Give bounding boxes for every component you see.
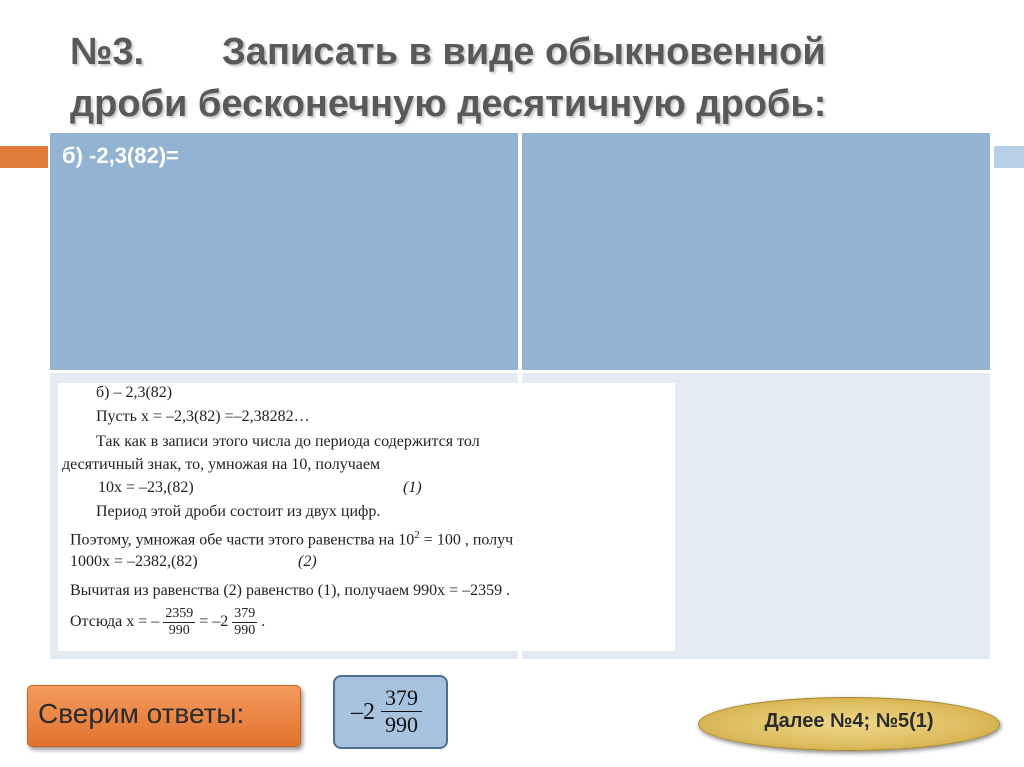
equation-1: 10x = –23,(82) [98, 479, 194, 496]
answer-fraction [381, 685, 422, 738]
answer-box[interactable] [333, 675, 448, 749]
solution-line-10: Отсюда x = – $\frac{2359}{990}$ = –2 $\frac{379}{990}$ . [70, 606, 266, 638]
solution-line-3: Так как в записи этого числа до периода содержится тол [96, 433, 480, 450]
fraction-improper: $\frac{2359}{990}$ [165, 606, 194, 638]
task-cell [50, 133, 518, 370]
accent-bar-right [994, 146, 1024, 168]
solution-line-8 [70, 553, 317, 571]
solution-line-2: Пусть x = –2,3(82) =–2,38282… [96, 408, 310, 425]
fraction-mixed: $\frac{379}{990}$ [234, 606, 256, 638]
title-line-1: Записать в виде обыкновенной [222, 31, 826, 73]
answer-whole: –2 [351, 699, 375, 725]
task-label: б) -2,3(82)= [62, 143, 179, 168]
title-line-2: дроби бесконечную десятичную дробь: [70, 83, 827, 125]
answer-input-cell [522, 133, 990, 370]
equation-1-tag: (1) [403, 479, 422, 496]
answer-numerator: 379 [381, 685, 422, 712]
solution-line-1: б) – 2,3(82) [96, 384, 173, 401]
next-button[interactable] [698, 697, 1000, 751]
equation-2-tag: (2) [298, 553, 317, 570]
accent-bar-left [0, 146, 48, 168]
solution-line-5 [98, 479, 422, 497]
solution-image [58, 383, 675, 651]
check-answers-label: Сверим ответы: [38, 698, 245, 729]
solution-line-7: Поэтому, умножая обе части этого равенства на $10^2 = 100$ , получ [70, 529, 514, 549]
slide-title [70, 26, 970, 130]
solution-line-6: Период этой дроби состоит из двух цифр. [96, 503, 381, 520]
solution-line-4: десятичный знак, то, умножая на 10, получаем [62, 456, 381, 473]
solution-line-9: Вычитая из равенства (2) равенство (1), получаем 990x = –2359 . [70, 582, 511, 599]
next-button-label: Далее №4; №5(1) [764, 710, 934, 732]
check-answers-button[interactable] [27, 685, 301, 747]
task-number: №3. [70, 31, 145, 73]
equation-2: 1000x = –2382,(82) [70, 553, 198, 570]
answer-denominator: 990 [385, 712, 418, 737]
